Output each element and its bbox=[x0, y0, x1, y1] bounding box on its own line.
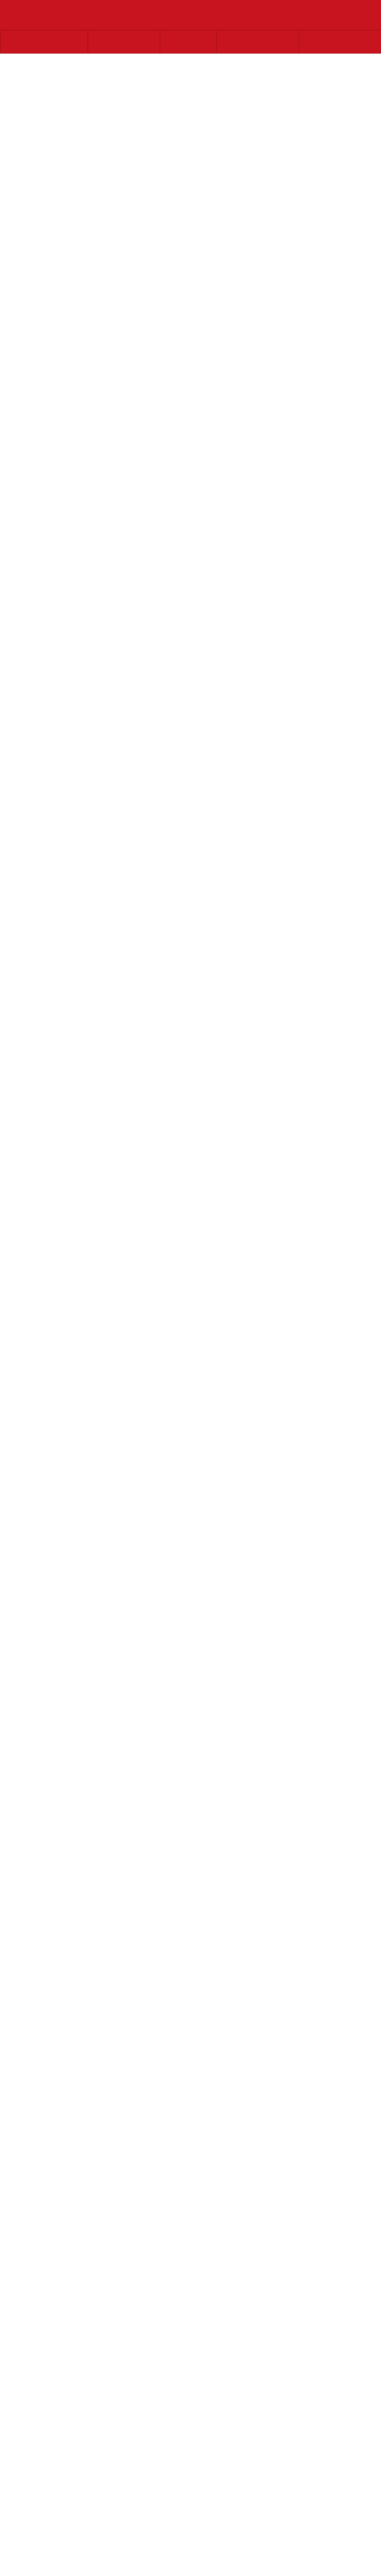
price-table bbox=[0, 30, 381, 54]
column-header-area bbox=[160, 30, 217, 54]
header-row bbox=[1, 30, 381, 54]
table-header bbox=[1, 30, 381, 54]
column-header-unit-price bbox=[217, 30, 299, 54]
column-header-total-price bbox=[299, 30, 381, 54]
column-header-type bbox=[88, 30, 160, 54]
title-band bbox=[0, 0, 381, 30]
column-header-unit bbox=[1, 30, 88, 54]
